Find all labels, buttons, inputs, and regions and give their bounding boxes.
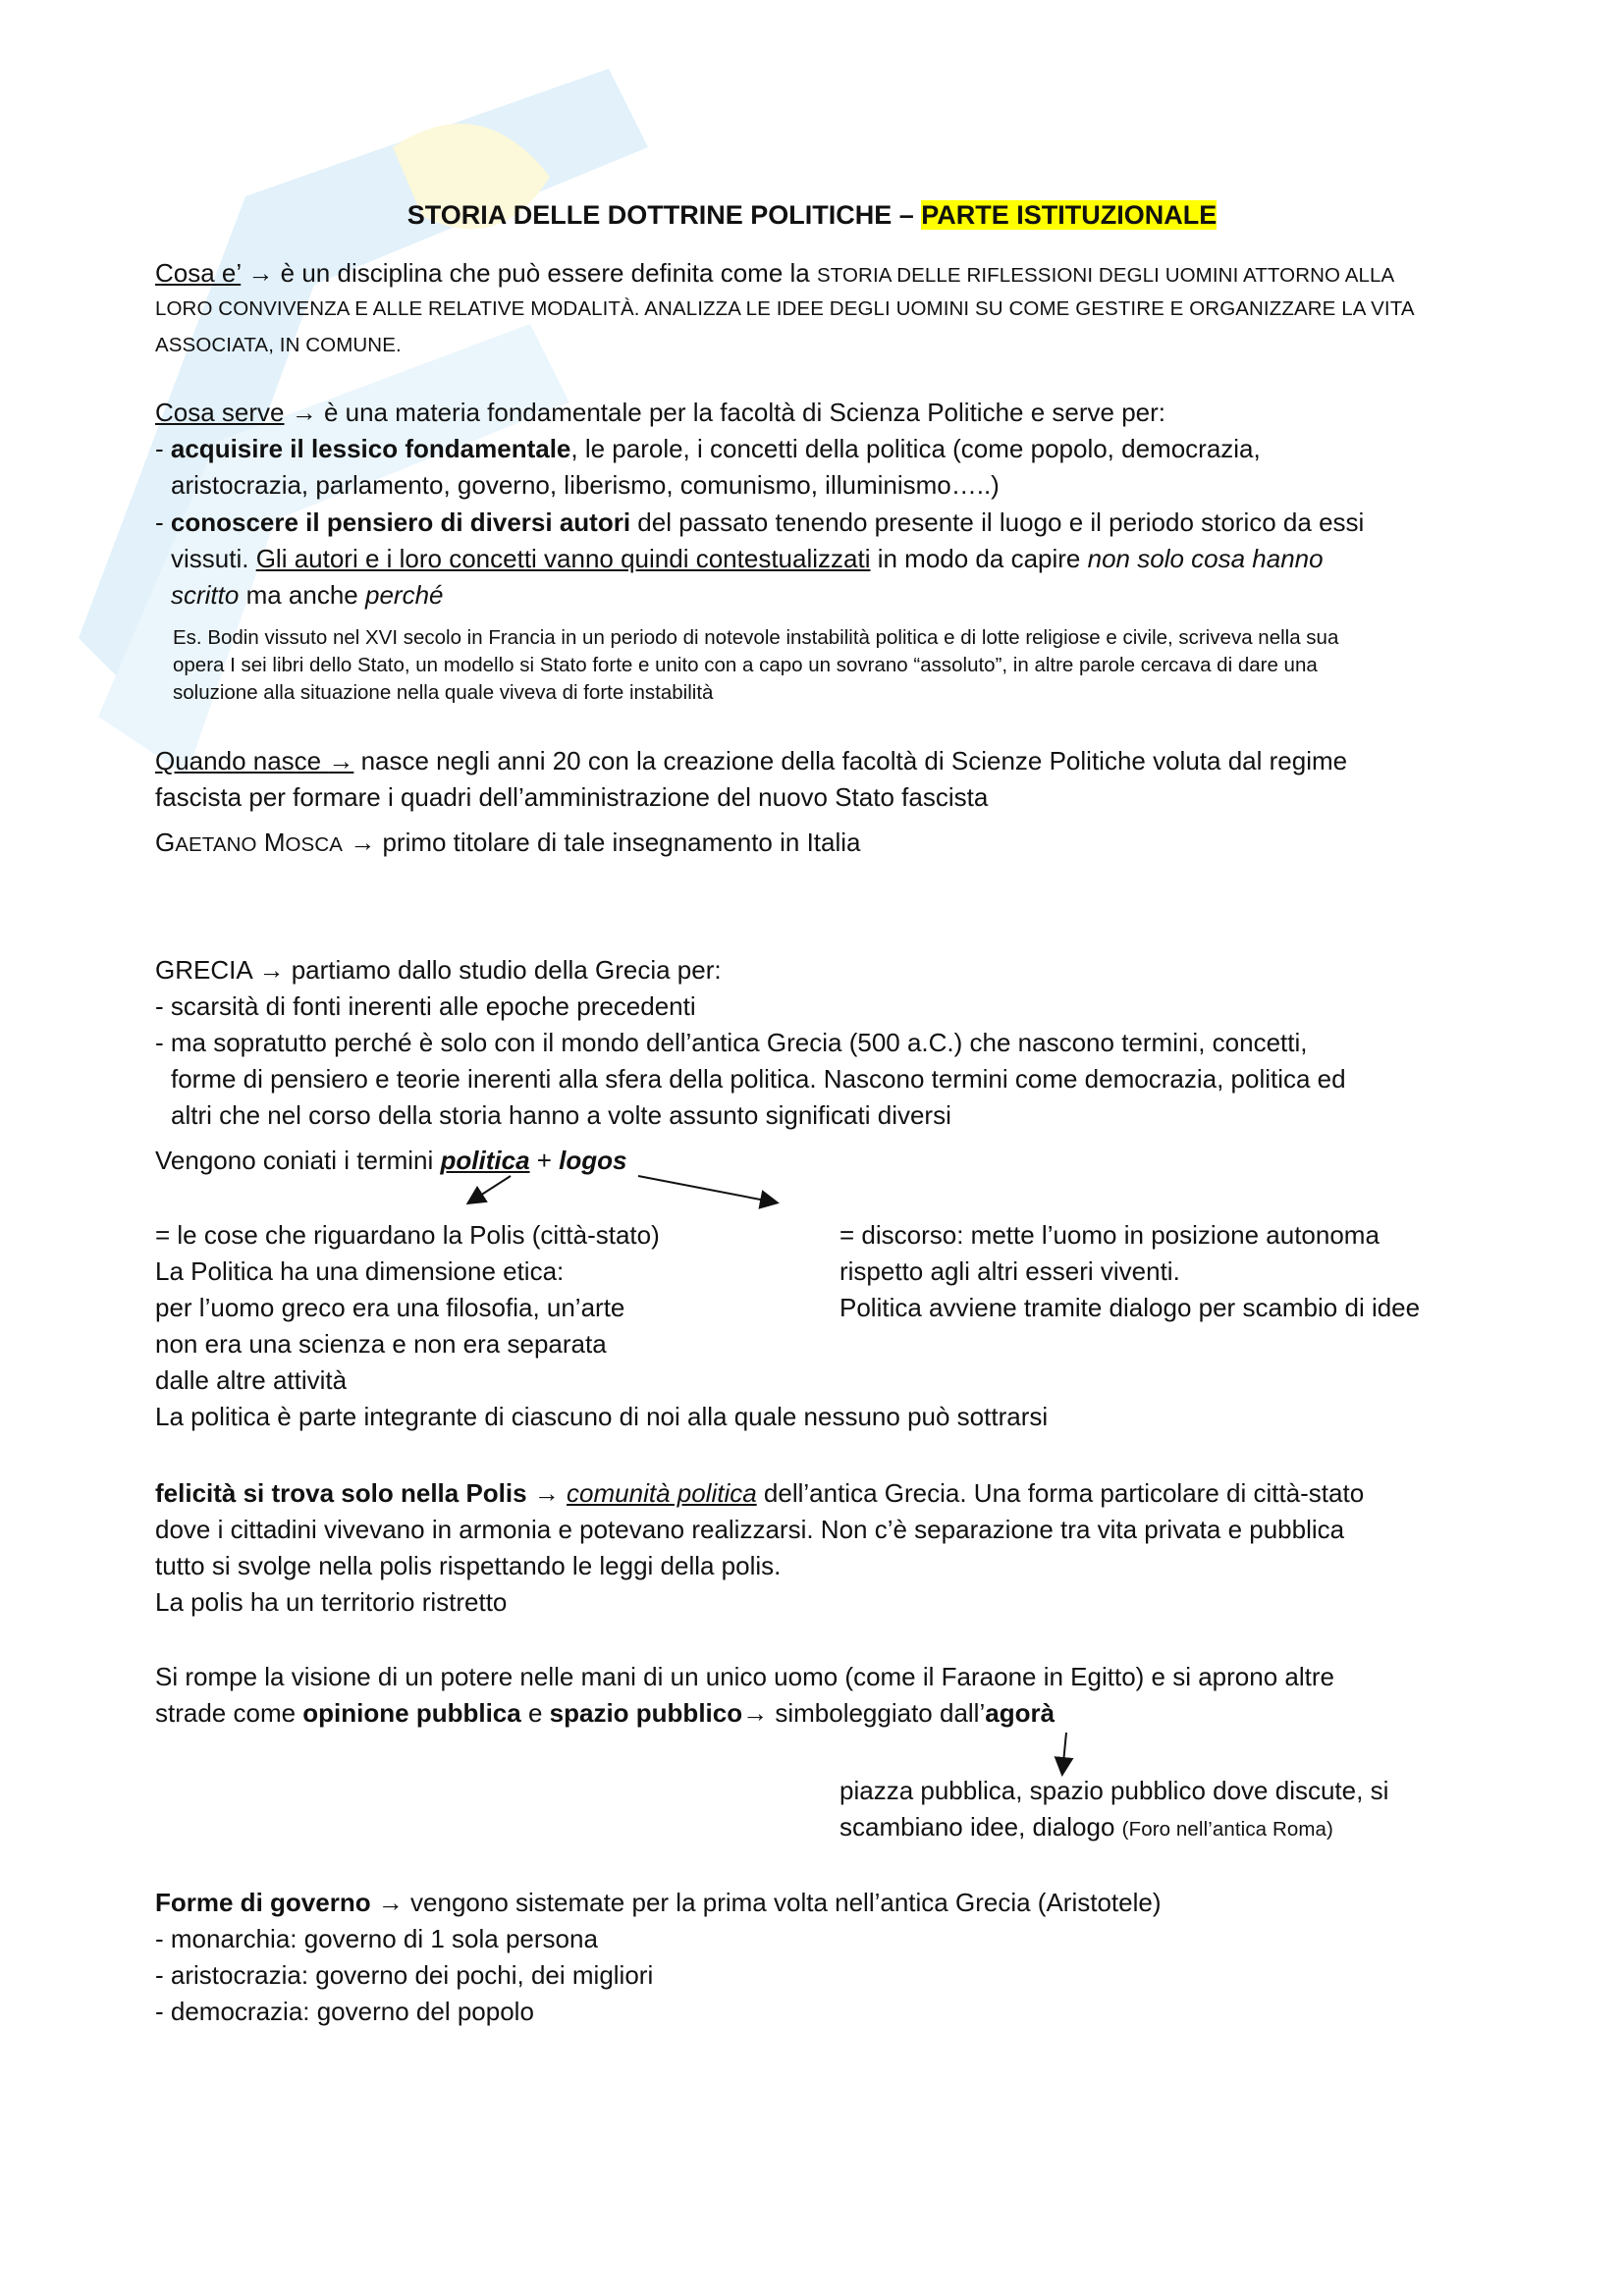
cosa-e-line: Cosa e’ → è un disciplina che può essere definita come la STORIA DELLE RIFLESSIONI DEGLI UOMINI ATTORNO ALLA	[155, 258, 1395, 288]
cosa-serve-line: Cosa serve → è una materia fondamentale per la facoltà di Scienza Politiche e serve per:	[155, 398, 1165, 427]
term-politica: politica	[440, 1146, 530, 1175]
left-col-line-5: dalle altre attività	[155, 1365, 348, 1395]
quando-nasce-line: Quando nasce → nasce negli anni 20 con la creazione della facoltà di Scienze Politiche voluta dal regime	[155, 746, 1348, 775]
term-logos: logos	[559, 1146, 627, 1175]
right-col-line-1: = discorso: mette l’uomo in posizione autonoma	[839, 1220, 1380, 1250]
cosa-serve-bullet-2: - conoscere il pensiero di diversi autori del passato tenendo presente il luogo e il periodo storico da essi	[155, 507, 1365, 537]
cosa-serve-bullet-1: - acquisire il lessico fondamentale, le parole, i concetti della politica (come popolo, democrazia,	[155, 434, 1261, 463]
cosa-e-caps-2: LORO CONVIVENZA E ALLE RELATIVE MODALITÀ. ANALIZZA LE IDEE DEGLI UOMINI SU COME GESTIRE E ORGANIZZARE LA VITA	[155, 297, 1415, 320]
example-line-2: opera I sei libri dello Stato, un modello si Stato forte e unito con a capo un sovrano “assoluto”, in altre parole cercava di dare una	[173, 654, 1318, 676]
forme-governo-line: Forme di governo → vengono sistemate per la prima volta nell’antica Grecia (Aristotele)	[155, 1888, 1162, 1917]
quando-nasce-line-2: fascista per formare i quadri dell’amministrazione del nuovo Stato fascista	[155, 782, 989, 812]
felicita-line-3: tutto si svolge nella polis rispettando le leggi della polis.	[155, 1551, 782, 1580]
felicita-line-4: La polis ha un territorio ristretto	[155, 1587, 508, 1617]
agora-line-2: strade come opinione pubblica e spazio pubblico→ simboleggiato dall’agorà	[155, 1698, 1056, 1728]
forme-item-monarchia: - monarchia: governo di 1 sola persona	[155, 1924, 598, 1953]
cosa-serve-bullet-2-line-2: vissuti. Gli autori e i loro concetti vanno quindi contestualizzati in modo da capire non solo cosa hanno	[171, 544, 1324, 573]
left-col-line-2: La Politica ha una dimensione etica:	[155, 1256, 565, 1286]
example-line-1: Es. Bodin vissuto nel XVI secolo in Francia in un periodo di notevole instabilità politica e di lotte religiose e civile, scriveva nella sua	[173, 626, 1339, 649]
cosa-e-label: Cosa e’	[155, 258, 242, 288]
arrow-to-agora-meaning	[1062, 1733, 1066, 1773]
termini-line: Vengono coniati i termini politica + logos	[155, 1146, 627, 1175]
right-col-line-2: rispetto agli altri esseri viventi.	[839, 1256, 1180, 1286]
quando-nasce-label: Quando nasce	[155, 746, 329, 775]
left-col-line-1: = le cose che riguardano la Polis (città-stato)	[155, 1220, 660, 1250]
gaetano-mosca-line: GAETANO MOSCA → primo titolare di tale insegnamento in Italia	[155, 828, 861, 857]
title-highlight: PARTE ISTITUZIONALE	[921, 200, 1218, 230]
agora-note-line-2: scambiano idee, dialogo (Foro nell’antica Roma)	[839, 1812, 1333, 1842]
politica-integrante-line: La politica è parte integrante di ciascuno di noi alla quale nessuno può sottrarsi	[155, 1402, 1049, 1431]
grecia-bullet-1: - scarsità di fonti inerenti alle epoche precedenti	[155, 991, 696, 1021]
cosa-serve-bullet-2-line-3: scritto ma anche perché	[171, 580, 444, 610]
forme-item-aristocrazia: - aristocrazia: governo dei pochi, dei migliori	[155, 1960, 654, 1990]
felicita-line: felicità si trova solo nella Polis → comunità politica dell’antica Grecia. Una forma particolare di città-stato	[155, 1478, 1365, 1508]
example-line-3: soluzione alla situazione nella quale viveva di forte instabilità	[173, 681, 714, 704]
arrow-to-logos-meaning	[638, 1176, 776, 1202]
arrow-to-politica-meaning	[469, 1176, 511, 1202]
grecia-heading: GRECIA → partiamo dallo studio della Grecia per:	[155, 955, 722, 985]
page-title: STORIA DELLE DOTTRINE POLITICHE – PARTE ISTITUZIONALE	[406, 200, 1218, 230]
cosa-serve-label: Cosa serve	[155, 398, 285, 427]
cosa-e-caps-3: ASSOCIATA, IN COMUNE.	[155, 334, 402, 356]
felicita-line-2: dove i cittadini vivevano in armonia e potevano realizzarsi. Non c’è separazione tra vita privata e pubblica	[155, 1515, 1345, 1544]
forme-item-democrazia: - democrazia: governo del popolo	[155, 1997, 534, 2026]
cosa-serve-bullet-1-cont: aristocrazia, parlamento, governo, liberismo, comunismo, illuminismo…..)	[171, 470, 1000, 500]
agora-line-1: Si rompe la visione di un potere nelle mani di un unico uomo (come il Faraone in Egitto) e si aprono altre	[155, 1662, 1334, 1691]
grecia-bullet-2-cont: forme di pensiero e teorie inerenti alla sfera della politica. Nascono termini come democrazia, politica ed	[171, 1064, 1346, 1094]
left-col-line-4: non era una scienza e non era separata	[155, 1329, 607, 1359]
left-col-line-3: per l’uomo greco era una filosofia, un’arte	[155, 1293, 625, 1322]
grecia-bullet-2-cont-2: altri che nel corso della storia hanno a volte assunto significati diversi	[171, 1100, 951, 1130]
grecia-bullet-2: - ma sopratutto perché è solo con il mondo dell’antica Grecia (500 a.C.) che nascono termini, concetti,	[155, 1028, 1308, 1057]
agora-note-line-1: piazza pubblica, spazio pubblico dove discute, si	[839, 1776, 1389, 1805]
right-col-line-3: Politica avviene tramite dialogo per scambio di idee	[839, 1293, 1421, 1322]
